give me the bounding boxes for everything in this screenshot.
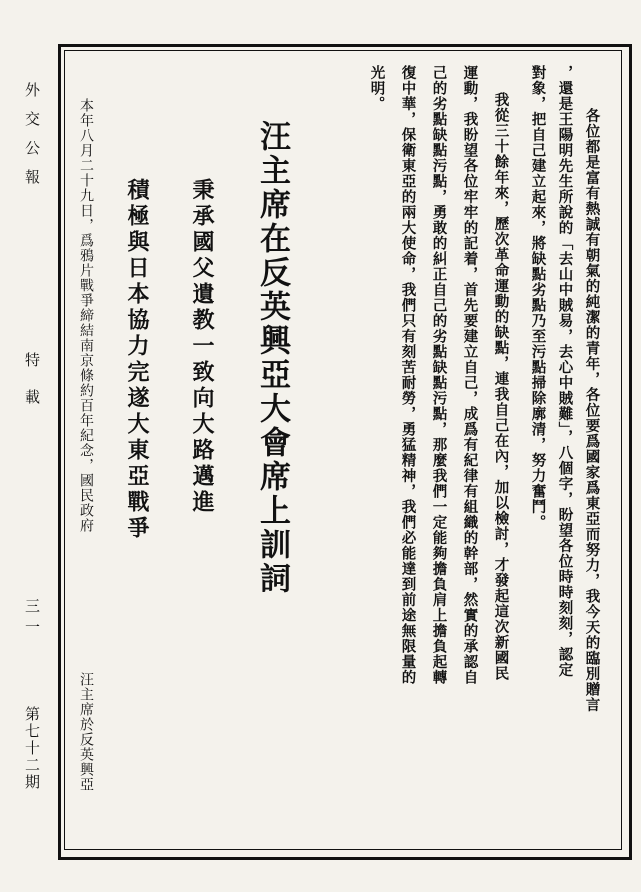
- body-column-4: 我從三十餘年來，歷次革命運動的缺點，連我自己在內，加以檢討，才發起這次新國民: [492, 92, 510, 681]
- subtitle-1: 秉承國父遺教一致向大路邁進: [189, 178, 215, 516]
- note-continuation: 汪主席於反英興亞: [78, 672, 94, 792]
- body-column-8: 光明。: [368, 65, 386, 112]
- body-column-3: 對象，把自己建立起來，將缺點劣點乃至污點掃除廓清，努力奮鬥。: [529, 65, 547, 530]
- subtitle-2: 積極與日本協力完遂大東亞戰爭: [124, 178, 150, 542]
- issue-number: 第七十二期: [23, 706, 41, 791]
- date-note: 本年八月二十九日，爲鴉片戰爭締結南京條約百年紀念，國民政府: [78, 98, 94, 533]
- body-column-1: 各位都是富有熱誠有朝氣的純潔的青年，各位要爲國家爲東亞而努力，我今天的臨別贈言: [583, 108, 601, 713]
- body-column-2: ，還是王陽明先生所說的「去山中賊易，去心中賊難」，八個字，盼望各位時時刻刻，認定: [556, 65, 574, 678]
- section-label: 特載: [23, 352, 41, 426]
- journal-name: 外交公報: [23, 82, 41, 198]
- body-column-6: 己的劣點缺點污點，勇敢的糾正自己的劣點缺點污點，那麼我們一定能夠擔負肩上擔負起轉: [430, 65, 448, 685]
- body-column-5: 運動，我盼望各位牢牢的記着，首先要建立自己，成爲有紀律有組織的幹部，然實的承認自: [461, 65, 479, 685]
- body-column-7: 復中華，保衛東亞的兩大使命，我們只有刻苦耐勞，勇猛精神，我們必能達到前途無限量的: [399, 65, 417, 685]
- article-title: 汪主席在反英興亞大會席上訓詞: [254, 120, 290, 596]
- page-number: 三一: [23, 598, 41, 640]
